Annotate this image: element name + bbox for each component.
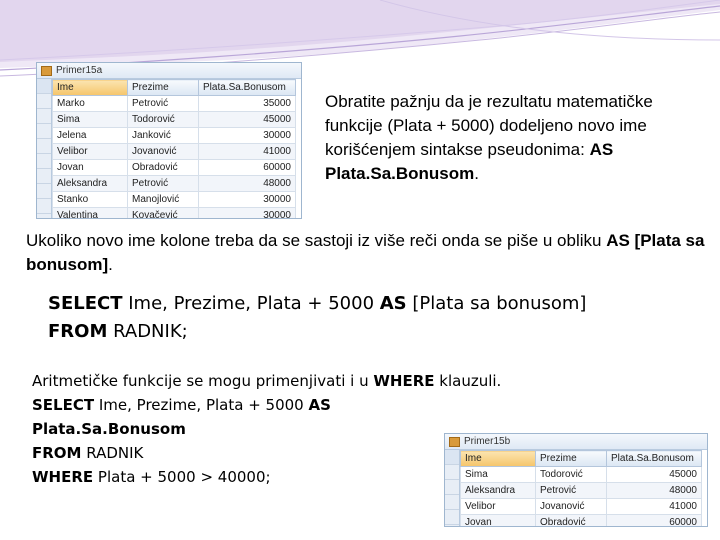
datasheet-window-primer15b[interactable] (444, 433, 708, 527)
where-clause-note (32, 369, 692, 393)
cell-plata[interactable]: 45000 (607, 467, 702, 483)
table-row[interactable] (461, 515, 702, 528)
cell-prezime[interactable]: Todorović (128, 112, 199, 128)
datasheet-tab[interactable] (445, 434, 707, 450)
cell-plata[interactable]: 30000 (199, 208, 296, 220)
table-row[interactable] (53, 192, 296, 208)
sql-text: Ime, Prezime, Plata + 5000 (122, 293, 380, 314)
cell-ime[interactable]: Aleksandra (53, 176, 128, 192)
cell-ime[interactable]: Aleksandra (461, 483, 536, 499)
note-bold-alias: AS [Plata sa bonusom] (26, 231, 705, 274)
cell-plata[interactable]: 41000 (199, 144, 296, 160)
column-header-plata-sa-bonusom[interactable]: Plata.Sa.Bonusom (607, 451, 702, 467)
cell-prezime[interactable]: Todorović (536, 467, 607, 483)
cell-prezime[interactable]: Petrović (128, 176, 199, 192)
note-end: klauzuli. (434, 372, 502, 390)
cell-plata[interactable]: 48000 (607, 483, 702, 499)
sql-line-select (48, 290, 708, 318)
table-row[interactable] (53, 208, 296, 220)
sql-query-bracket-alias (48, 290, 708, 346)
table-row[interactable] (461, 483, 702, 499)
sql-keyword: FROM (48, 321, 108, 342)
note-text: Obratite pažnju da je rezultatu matematičke funkcije (Plata + 5000) dodeljeno novo ime korišćenjem sintakse pseudonima: (325, 92, 653, 159)
table-row[interactable] (53, 96, 296, 112)
sql-text: Plata + 5000 > 40000; (93, 468, 271, 486)
results-grid (52, 79, 296, 219)
cell-plata[interactable]: 35000 (199, 96, 296, 112)
query-icon (41, 66, 52, 76)
cell-ime[interactable]: Stanko (53, 192, 128, 208)
sql-line-select (32, 393, 452, 441)
cell-prezime[interactable]: Petrović (128, 96, 199, 112)
cell-prezime[interactable]: Jovanović (128, 144, 199, 160)
column-header-plata-sa-bonusom[interactable]: Plata.Sa.Bonusom (199, 80, 296, 96)
cell-plata[interactable]: 60000 (199, 160, 296, 176)
cell-ime[interactable]: Valentina (53, 208, 128, 220)
record-selector-column[interactable] (445, 450, 460, 527)
cell-prezime[interactable]: Janković (128, 128, 199, 144)
note-end: . (474, 164, 479, 183)
datasheet-title: Primer15a (56, 65, 103, 76)
results-grid (460, 450, 702, 527)
cell-ime[interactable]: Jovan (461, 515, 536, 528)
note-bold-alias: AS Plata.Sa.Bonusom (325, 140, 614, 183)
table-row[interactable] (53, 144, 296, 160)
table-row[interactable] (53, 176, 296, 192)
note-text: Ukoliko novo ime kolone treba da se sastoji iz više reči onda se piše u obliku (26, 231, 607, 250)
cell-ime[interactable]: Velibor (461, 499, 536, 515)
alias-explanation-note (325, 90, 705, 186)
cell-plata[interactable]: 45000 (199, 112, 296, 128)
sql-line-from (48, 318, 708, 346)
column-header-prezime[interactable]: Prezime (536, 451, 607, 467)
cell-ime[interactable]: Marko (53, 96, 128, 112)
record-selector-column[interactable] (37, 79, 52, 219)
cell-prezime[interactable]: Manojlović (128, 192, 199, 208)
sql-line-where (32, 465, 452, 489)
table-row[interactable] (461, 499, 702, 515)
table-row[interactable] (53, 112, 296, 128)
cell-plata[interactable]: 30000 (199, 192, 296, 208)
note-end: . (108, 255, 113, 274)
cell-prezime[interactable]: Kovačević (128, 208, 199, 220)
cell-plata[interactable]: 30000 (199, 128, 296, 144)
table-row[interactable] (53, 160, 296, 176)
sql-keyword: WHERE (32, 468, 94, 486)
sql-query-where (32, 393, 452, 489)
cell-ime[interactable]: Jovan (53, 160, 128, 176)
note-text: Aritmetičke funkcije se mogu primenjivati i u (32, 372, 374, 390)
column-header-prezime[interactable]: Prezime (128, 80, 199, 96)
cell-ime[interactable]: Sima (53, 112, 128, 128)
table-row[interactable] (461, 467, 702, 483)
sql-keyword: FROM (32, 444, 82, 462)
column-header-ime[interactable]: Ime (461, 451, 536, 467)
cell-prezime[interactable]: Petrović (536, 483, 607, 499)
datasheet-title: Primer15b (464, 436, 511, 447)
cell-plata[interactable]: 41000 (607, 499, 702, 515)
cell-prezime[interactable]: Obradović (128, 160, 199, 176)
cell-plata[interactable]: 60000 (607, 515, 702, 528)
cell-ime[interactable]: Sima (461, 467, 536, 483)
cell-prezime[interactable]: Obradović (536, 515, 607, 528)
column-header-ime[interactable]: Ime (53, 80, 128, 96)
cell-ime[interactable]: Jelena (53, 128, 128, 144)
sql-text: RADNIK (81, 444, 144, 462)
sql-keyword: SELECT (32, 396, 95, 414)
cell-plata[interactable]: 48000 (199, 176, 296, 192)
cell-prezime[interactable]: Jovanović (536, 499, 607, 515)
sql-keyword: WHERE (373, 372, 435, 390)
datasheet-window-primer15a[interactable] (36, 62, 302, 219)
sql-keyword: AS Plata.Sa.Bonusom (32, 396, 331, 438)
sql-keyword: SELECT (48, 293, 123, 314)
datasheet-tab[interactable] (37, 63, 301, 79)
sql-text: [Plata sa bonusom] (406, 293, 587, 314)
query-icon (449, 437, 460, 447)
sql-text: RADNIK; (107, 321, 188, 342)
sql-line-from (32, 441, 452, 465)
multiword-alias-note (26, 229, 706, 277)
cell-ime[interactable]: Velibor (53, 144, 128, 160)
sql-text: Ime, Prezime, Plata + 5000 (94, 396, 309, 414)
table-row[interactable] (53, 128, 296, 144)
sql-keyword: AS (379, 293, 407, 314)
